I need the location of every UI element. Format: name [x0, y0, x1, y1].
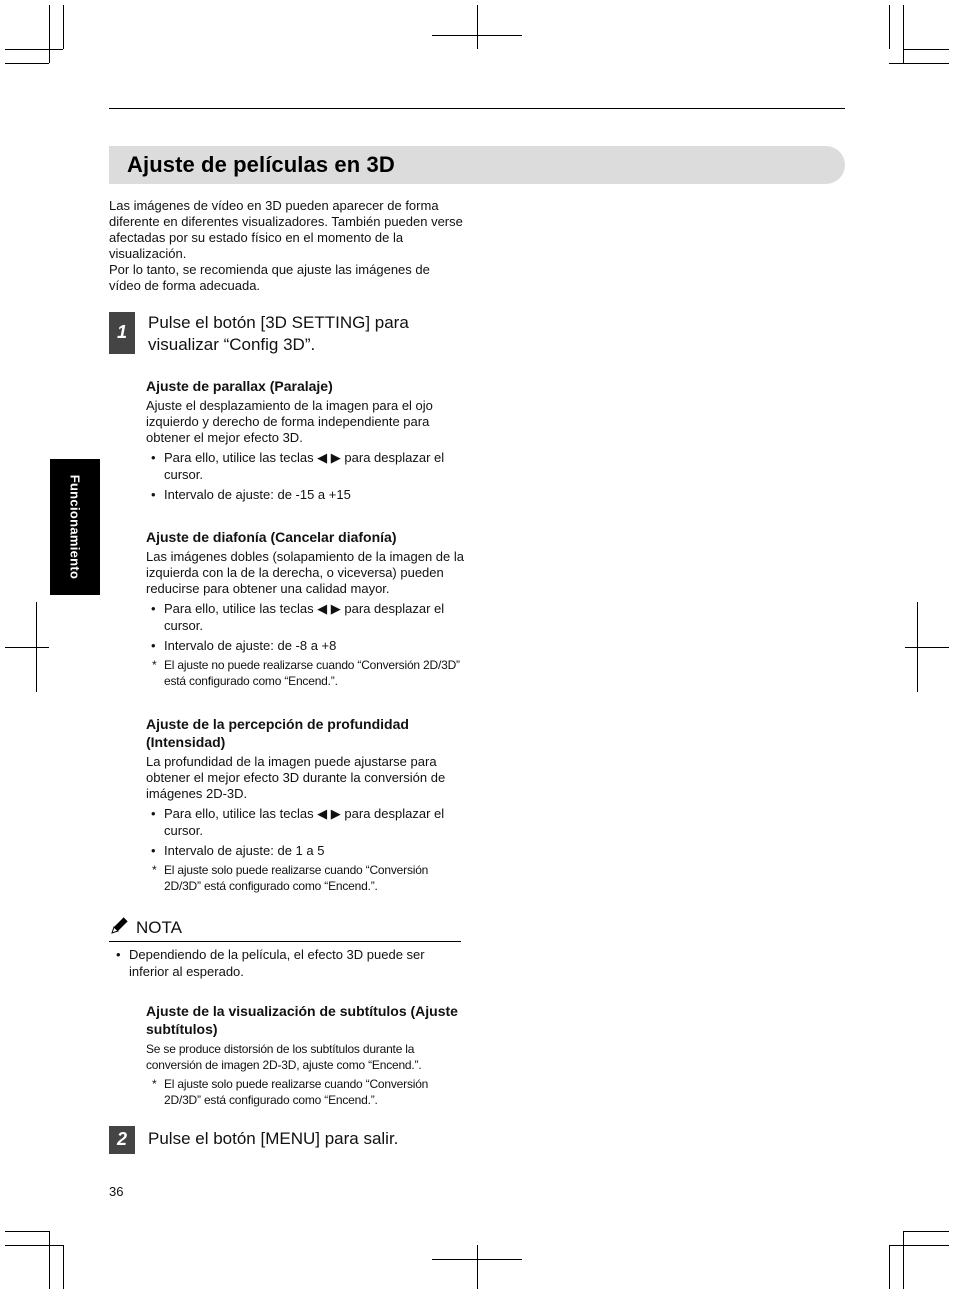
nota-box: [109, 914, 461, 980]
list-item: • Para ello, utilice las teclas ◀ ▶ para desplazar el cursor.: [151, 601, 445, 633]
step-text: Pulse el botón [3D SETTING] para visualizar “Config 3D”.: [148, 313, 409, 354]
list-item: • Intervalo de ajuste: de -8 a +8: [151, 638, 337, 653]
page-title: Ajuste de películas en 3D: [127, 152, 395, 177]
section-body: Ajuste el desplazamiento de la imagen para el ojo izquierdo y derecho de forma independiente para obtener el mejor efecto 3D.: [146, 398, 433, 445]
section-heading: Ajuste de la visualización de subtítulos (Ajuste subtítulos): [146, 1003, 458, 1037]
list-item: • Intervalo de ajuste: de -15 a +15: [151, 487, 351, 502]
list-item: • Para ello, utilice las teclas ◀ ▶ para desplazar el cursor.: [151, 450, 445, 482]
side-tab: [50, 459, 100, 595]
step-number: 1: [109, 312, 135, 354]
pencil-icon: [109, 914, 131, 941]
section-body: La profundidad de la imagen puede ajustarse para obtener el mejor efecto 3D durante la conversión de imágenes 2D-3D.: [146, 754, 446, 801]
side-tab-label: Funcionamiento: [67, 474, 83, 580]
footnote: * El ajuste solo puede realizarse cuando “Conversión 2D/3D” está configurado como “Encend.”.: [152, 1077, 429, 1107]
nota-label: NOTA: [136, 917, 182, 937]
step-text: Pulse el botón [MENU] para salir.: [148, 1129, 399, 1148]
title-bar: [109, 146, 845, 184]
list-item: • Para ello, utilice las teclas ◀ ▶ para desplazar el cursor.: [151, 806, 445, 838]
section-subtitles: [146, 1002, 464, 1108]
section-crosstalk: [146, 528, 464, 689]
section-heading: Ajuste de la percepción de profundidad (Intensidad): [146, 716, 409, 750]
list-item: • Dependiendo de la película, el efecto 3D puede ser inferior al esperado.: [116, 947, 425, 979]
section-depth: [146, 715, 464, 894]
intro-paragraph: Por lo tanto, se recomienda que ajuste las imágenes de vídeo de forma adecuada.: [109, 262, 430, 293]
intro-paragraph: Las imágenes de vídeo en 3D pueden aparecer de forma diferente en diferentes visualizadores. También pueden verse afectadas por su estado físico en el momento de la visualización.: [109, 198, 463, 261]
footnote: * El ajuste solo puede realizarse cuando “Conversión 2D/3D” está configurado como “Encend.”.: [152, 863, 429, 893]
nota-header: [109, 914, 461, 942]
footnote: * El ajuste no puede realizarse cuando “Conversión 2D/3D” está configurado como “Encend.”.: [152, 658, 460, 688]
step-number: 2: [109, 1126, 135, 1154]
section-body: Las imágenes dobles (solapamiento de la imagen de la izquierda con la de la derecha, o viceversa) pueden reducirse para obtener una calidad mayor.: [146, 549, 464, 596]
section-body: Se se produce distorsión de los subtítulos durante la conversión de imagen 2D-3D, ajuste como “Encend.”.: [146, 1042, 422, 1072]
page-number: 36: [109, 1184, 124, 1199]
section-heading: Ajuste de diafonía (Cancelar diafonía): [146, 529, 397, 545]
header-rule: [109, 108, 845, 109]
section-heading: Ajuste de parallax (Paralaje): [146, 378, 333, 394]
intro: [109, 198, 464, 294]
section-parallax: [146, 377, 464, 503]
list-item: • Intervalo de ajuste: de 1 a 5: [151, 843, 325, 858]
